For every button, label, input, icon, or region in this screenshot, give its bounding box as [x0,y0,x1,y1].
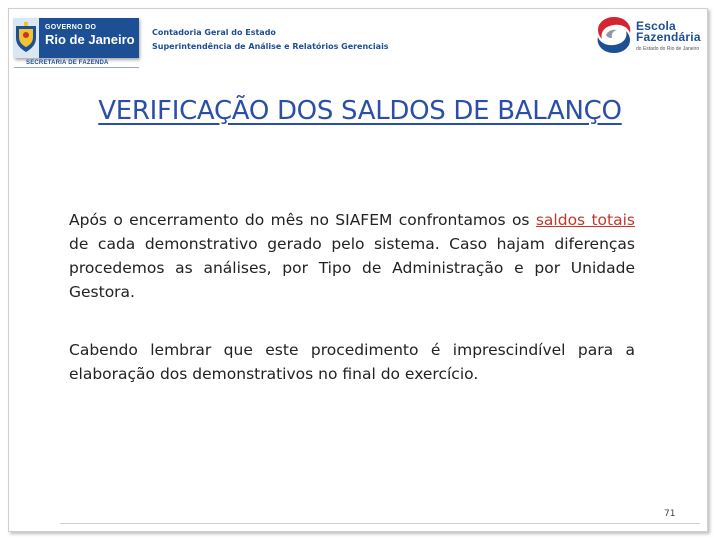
secretaria-label: SECRETARIA DE FAZENDA [26,60,109,66]
escola-swirl-icon [592,13,636,57]
p1-text-end: de cada demonstrativo gerado pelo sistema. Caso hajam diferenças procedemos as análises, por Tipo de Administração e por Unidade Gestora. [69,235,635,301]
gov-logo-line1: GOVERNO DO [45,24,97,31]
slide-title: VERIFICAÇÃO DOS SALDOS DE BALANÇO [98,96,622,126]
page-number: 71 [664,509,676,519]
gov-logo-line2: Rio de Janeiro [45,32,135,47]
gov-rj-logo [13,18,138,58]
org-name-line1: Contadoria Geral do Estado [152,28,276,37]
org-name-line2: Superintendência de Análise e Relatórios Gerenciais [152,42,389,51]
escola-fazendaria-logo [592,13,710,63]
coat-of-arms-icon [13,18,39,58]
escola-line3: do Estado do Rio de Janeiro [636,46,700,52]
body-paragraph-1 [69,208,635,304]
escola-line1: Escola [636,19,676,33]
body-paragraph-2: Cabendo lembrar que este procedimento é imprescindível para a elaboração dos demonstrativos no final do exercício. [69,341,635,383]
p1-text-start: Após o encerramento do mês no SIAFEM confrontamos os [69,211,536,229]
escola-line2: Fazendária [636,30,701,44]
header-divider [14,67,139,68]
footer-divider [60,523,700,524]
highlight-saldos-totais: saldos totais [535,211,635,229]
